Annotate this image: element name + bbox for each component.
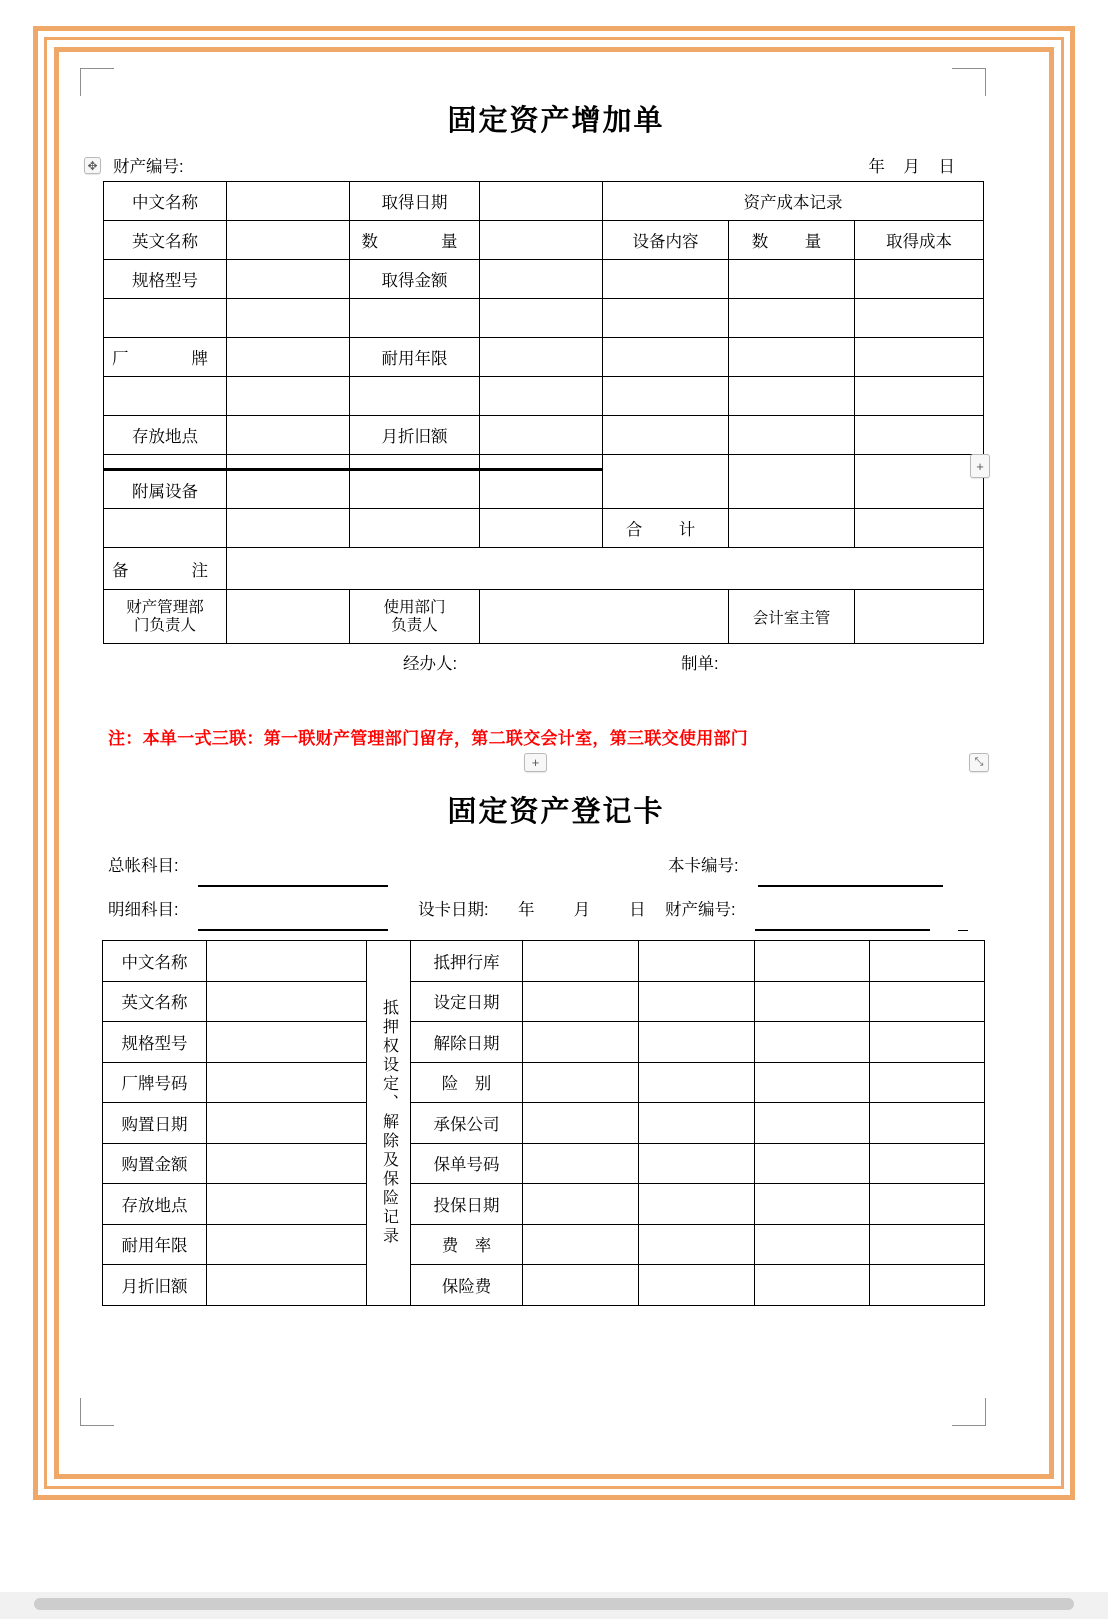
cost-total-qty[interactable] bbox=[729, 509, 855, 548]
card-cell-r7c2[interactable] bbox=[639, 1184, 755, 1225]
accessories-spacer-2 bbox=[227, 509, 350, 548]
card-number-label: 本卡编号: bbox=[668, 857, 739, 875]
card-cell-r7c3[interactable] bbox=[755, 1184, 870, 1225]
card-cell-r5c3[interactable] bbox=[755, 1103, 870, 1144]
card-meta-row-1 bbox=[108, 852, 988, 882]
cost-cell-content[interactable] bbox=[603, 377, 729, 416]
table-resize-handle-icon[interactable]: ⤡ bbox=[969, 753, 989, 772]
cell-label-cn-name: 中文名称 bbox=[104, 182, 227, 221]
card-label-spec-model: 规格型号 bbox=[103, 1022, 207, 1063]
card-label-insurer: 承保公司 bbox=[411, 1103, 523, 1144]
cost-col-header-content: 设备内容 bbox=[603, 221, 729, 260]
card-cell-r3c2[interactable] bbox=[639, 1022, 755, 1063]
cell-label-location: 存放地点 bbox=[104, 416, 227, 455]
cell-label-remarks: 备 注 bbox=[104, 548, 227, 590]
table-row bbox=[104, 416, 984, 455]
spacer-left-12 bbox=[480, 455, 603, 470]
date-label: 年 月 日 bbox=[868, 158, 962, 176]
cost-total-label: 合 计 bbox=[603, 509, 729, 548]
card-label-mortgage-bank: 抵押行库 bbox=[411, 941, 523, 982]
asset-number-label-card: 财产编号: bbox=[665, 901, 736, 919]
cell-value-acquire-date[interactable] bbox=[480, 182, 603, 221]
using-dept-head-line1: 使用部门 bbox=[383, 598, 446, 616]
table-row bbox=[103, 941, 985, 982]
card-cell-r2c4[interactable] bbox=[870, 981, 985, 1022]
card-cell-r6c2[interactable] bbox=[639, 1143, 755, 1184]
asset-number-input-card[interactable] bbox=[755, 914, 930, 931]
card-cell-r6c4[interactable] bbox=[870, 1143, 985, 1184]
spacer-left-10 bbox=[227, 455, 350, 470]
spacer-left-5 bbox=[104, 377, 227, 416]
card-label-insured-date: 投保日期 bbox=[411, 1184, 523, 1225]
cost-cell-cost[interactable] bbox=[855, 455, 984, 509]
cell-value-en-name[interactable] bbox=[227, 221, 350, 260]
card-value-useful-life[interactable] bbox=[207, 1224, 367, 1265]
form-add-header-row bbox=[80, 153, 1032, 181]
card-cell-r9c4[interactable] bbox=[870, 1265, 985, 1306]
spacer-left-7 bbox=[350, 377, 480, 416]
cell-label-acquire-date: 取得日期 bbox=[350, 182, 480, 221]
crop-mark-bottom-left bbox=[80, 1398, 114, 1426]
table-row bbox=[103, 1022, 985, 1063]
spacer-left-1 bbox=[104, 299, 227, 338]
cell-value-monthly-depreciation[interactable] bbox=[480, 416, 603, 455]
card-label-release-date: 解除日期 bbox=[411, 1022, 523, 1063]
card-cell-r6c1[interactable] bbox=[523, 1143, 639, 1184]
form-copies-note: 注：本单一式三联：第一联财产管理部门留存，第二联交会计室，第三联交使用部门 bbox=[108, 729, 749, 748]
cell-label-using-dept-head bbox=[350, 590, 480, 644]
card-cell-r8c2[interactable] bbox=[639, 1224, 755, 1265]
card-value-brand-number[interactable] bbox=[207, 1062, 367, 1103]
card-cell-r2c3[interactable] bbox=[755, 981, 870, 1022]
ledger-subject-input[interactable] bbox=[198, 870, 388, 887]
card-cell-r1c4[interactable] bbox=[870, 941, 985, 982]
table-row bbox=[104, 338, 984, 377]
cell-value-remarks[interactable] bbox=[227, 548, 984, 590]
card-label-brand-number: 厂牌号码 bbox=[103, 1062, 207, 1103]
accessories-spacer-1 bbox=[104, 509, 227, 548]
cell-label-acquire-amount: 取得金额 bbox=[350, 260, 480, 299]
table-row bbox=[103, 1062, 985, 1103]
cell-value-accessories-2[interactable] bbox=[350, 470, 480, 509]
asset-number-label: 财产编号: bbox=[113, 158, 184, 176]
cell-label-accounting-supervisor: 会计室主管 bbox=[729, 590, 855, 644]
card-value-en-name[interactable] bbox=[207, 981, 367, 1022]
cell-label-accessories: 附属设备 bbox=[104, 470, 227, 509]
card-label-location: 存放地点 bbox=[103, 1184, 207, 1225]
table-row bbox=[103, 1184, 985, 1225]
cost-cell-cost[interactable] bbox=[855, 416, 984, 455]
card-cell-r5c1[interactable] bbox=[523, 1103, 639, 1144]
accessories-spacer-3 bbox=[350, 509, 480, 548]
card-meta-row-2 bbox=[108, 896, 988, 926]
cost-cell-content[interactable] bbox=[603, 299, 729, 338]
detail-subject-input[interactable] bbox=[198, 914, 388, 931]
table-row bbox=[104, 548, 984, 590]
table-row bbox=[104, 221, 984, 260]
table-row bbox=[103, 1143, 985, 1184]
crop-mark-bottom-right bbox=[952, 1398, 986, 1426]
cell-label-useful-life: 耐用年限 bbox=[350, 338, 480, 377]
card-cell-r7c1[interactable] bbox=[523, 1184, 639, 1225]
card-cell-r2c1[interactable] bbox=[523, 981, 639, 1022]
cost-cell-qty[interactable] bbox=[729, 455, 855, 509]
table-row bbox=[103, 981, 985, 1022]
cell-label-asset-dept-head bbox=[104, 590, 227, 644]
cell-value-accessories-1[interactable] bbox=[227, 470, 350, 509]
table-row bbox=[103, 1265, 985, 1306]
form-add-table bbox=[103, 181, 984, 644]
detail-subject-label: 明细科目: bbox=[108, 901, 179, 919]
card-value-cn-name[interactable] bbox=[207, 941, 367, 982]
card-cell-r7c4[interactable] bbox=[870, 1184, 985, 1225]
card-label-useful-life: 耐用年限 bbox=[103, 1224, 207, 1265]
card-date-label: 设卡日期: bbox=[418, 901, 489, 919]
card-cell-r8c4[interactable] bbox=[870, 1224, 985, 1265]
card-cell-r4c3[interactable] bbox=[755, 1062, 870, 1103]
preparer-signature-label: 制单: bbox=[681, 655, 719, 673]
table-row bbox=[104, 377, 984, 416]
card-value-purchase-date[interactable] bbox=[207, 1103, 367, 1144]
card-cell-r9c2[interactable] bbox=[639, 1265, 755, 1306]
card-value-location[interactable] bbox=[207, 1184, 367, 1225]
card-label-purchase-amount: 购置金额 bbox=[103, 1143, 207, 1184]
table-move-handle-icon[interactable]: ✥ bbox=[84, 157, 101, 174]
using-dept-head-line2: 负责人 bbox=[391, 616, 438, 634]
cell-value-using-dept-head[interactable] bbox=[480, 590, 729, 644]
cell-value-useful-life[interactable] bbox=[480, 338, 603, 377]
asset-dept-head-line2: 门负责人 bbox=[133, 616, 196, 634]
card-cell-r9c3[interactable] bbox=[755, 1265, 870, 1306]
form-card-title: 固定资产登记卡 bbox=[447, 796, 665, 828]
card-value-monthly-depreciation[interactable] bbox=[207, 1265, 367, 1306]
card-date-value: 年 月 日 bbox=[518, 901, 652, 919]
cell-label-quantity: 数 量 bbox=[350, 221, 480, 260]
table-row bbox=[104, 299, 984, 338]
document-content bbox=[80, 84, 1032, 1306]
cost-cell-content[interactable] bbox=[603, 416, 729, 455]
card-label-set-date: 设定日期 bbox=[411, 981, 523, 1022]
cell-value-quantity[interactable] bbox=[480, 221, 603, 260]
cost-col-header-qty: 数 量 bbox=[729, 221, 855, 260]
card-label-insurance-type: 险 别 bbox=[411, 1062, 523, 1103]
cost-cell-qty[interactable] bbox=[729, 338, 855, 377]
insert-column-button[interactable]: + bbox=[970, 454, 990, 478]
cell-value-acquire-amount[interactable] bbox=[480, 260, 603, 299]
table-row bbox=[103, 1103, 985, 1144]
cost-cell-cost[interactable] bbox=[855, 260, 984, 299]
card-label-cn-name: 中文名称 bbox=[103, 941, 207, 982]
card-cell-r4c2[interactable] bbox=[639, 1062, 755, 1103]
card-label-rate: 费 率 bbox=[411, 1224, 523, 1265]
card-cell-r2c2[interactable] bbox=[639, 981, 755, 1022]
card-value-spec-model[interactable] bbox=[207, 1022, 367, 1063]
cell-label-monthly-depreciation: 月折旧额 bbox=[350, 416, 480, 455]
cell-label-brand: 厂 牌 bbox=[104, 338, 227, 377]
table-row bbox=[104, 182, 984, 221]
form-card-table bbox=[102, 940, 985, 1306]
card-cell-r3c4[interactable] bbox=[870, 1022, 985, 1063]
cell-value-accounting-supervisor[interactable] bbox=[855, 590, 984, 644]
spacer-left-4 bbox=[480, 299, 603, 338]
card-cell-r1c3[interactable] bbox=[755, 941, 870, 982]
ledger-subject-label: 总帐科目: bbox=[108, 857, 179, 875]
table-row bbox=[104, 509, 984, 548]
spacer-left-9 bbox=[104, 455, 227, 470]
spacer-left-2 bbox=[227, 299, 350, 338]
spacer-left-6 bbox=[227, 377, 350, 416]
card-label-insurance-fee: 保险费 bbox=[411, 1265, 523, 1306]
card-cell-r5c4[interactable] bbox=[870, 1103, 985, 1144]
cell-value-asset-dept-head[interactable] bbox=[227, 590, 350, 644]
cost-cell-cost[interactable] bbox=[855, 338, 984, 377]
cost-cell-qty[interactable] bbox=[729, 299, 855, 338]
card-number-input[interactable] bbox=[758, 870, 943, 887]
card-cell-r8c3[interactable] bbox=[755, 1224, 870, 1265]
cost-cell-qty[interactable] bbox=[729, 377, 855, 416]
cell-value-cn-name[interactable] bbox=[227, 182, 350, 221]
cost-cell-cost[interactable] bbox=[855, 377, 984, 416]
asset-number-tail-mark bbox=[958, 914, 968, 931]
horizontal-scrollbar[interactable] bbox=[34, 1598, 1074, 1610]
cell-value-spec-model[interactable] bbox=[227, 260, 350, 299]
card-cell-r3c1[interactable] bbox=[523, 1022, 639, 1063]
card-cell-r6c3[interactable] bbox=[755, 1143, 870, 1184]
card-label-purchase-date: 购置日期 bbox=[103, 1103, 207, 1144]
cell-value-brand[interactable] bbox=[227, 338, 350, 377]
cost-record-title: 资产成本记录 bbox=[603, 182, 984, 221]
table-row bbox=[104, 455, 984, 470]
cost-cell-cost[interactable] bbox=[855, 299, 984, 338]
spacer-left-11 bbox=[350, 455, 480, 470]
accessories-spacer-4 bbox=[480, 509, 603, 548]
cost-col-header-cost: 取得成本 bbox=[855, 221, 984, 260]
handler-signature-label: 经办人: bbox=[403, 655, 458, 673]
card-cell-r1c1[interactable] bbox=[523, 941, 639, 982]
form-add-title: 固定资产增加单 bbox=[447, 105, 665, 137]
cell-value-location[interactable] bbox=[227, 416, 350, 455]
cost-cell-content[interactable] bbox=[603, 455, 729, 509]
card-cell-r4c1[interactable] bbox=[523, 1062, 639, 1103]
form-add-signature-row bbox=[103, 644, 983, 678]
form-add-table-wrap bbox=[103, 181, 983, 644]
insert-row-button[interactable]: + bbox=[524, 753, 547, 772]
cell-label-spec-model: 规格型号 bbox=[104, 260, 227, 299]
card-label-en-name: 英文名称 bbox=[103, 981, 207, 1022]
table-row bbox=[104, 590, 984, 644]
cost-cell-qty[interactable] bbox=[729, 416, 855, 455]
card-cell-r1c2[interactable] bbox=[639, 941, 755, 982]
mortgage-insurance-vertical-label: 抵押权设定、解除及保险记录 bbox=[367, 941, 411, 1306]
cell-value-accessories-3[interactable] bbox=[480, 470, 603, 509]
form-card-table-wrap bbox=[102, 940, 984, 1306]
card-cell-r9c1[interactable] bbox=[523, 1265, 639, 1306]
spacer-left-3 bbox=[350, 299, 480, 338]
card-cell-r3c3[interactable] bbox=[755, 1022, 870, 1063]
cost-cell-content[interactable] bbox=[603, 260, 729, 299]
card-value-purchase-amount[interactable] bbox=[207, 1143, 367, 1184]
card-label-monthly-depreciation: 月折旧额 bbox=[103, 1265, 207, 1306]
spacer-left-8 bbox=[480, 377, 603, 416]
asset-dept-head-line1: 财产管理部 bbox=[126, 598, 204, 616]
cell-label-en-name: 英文名称 bbox=[104, 221, 227, 260]
card-cell-r5c2[interactable] bbox=[639, 1103, 755, 1144]
cost-cell-content[interactable] bbox=[603, 338, 729, 377]
cost-total-cost[interactable] bbox=[855, 509, 984, 548]
card-label-policy-number: 保单号码 bbox=[411, 1143, 523, 1184]
table-row bbox=[103, 1224, 985, 1265]
card-cell-r4c4[interactable] bbox=[870, 1062, 985, 1103]
cost-cell-qty[interactable] bbox=[729, 260, 855, 299]
card-cell-r8c1[interactable] bbox=[523, 1224, 639, 1265]
table-row bbox=[104, 260, 984, 299]
